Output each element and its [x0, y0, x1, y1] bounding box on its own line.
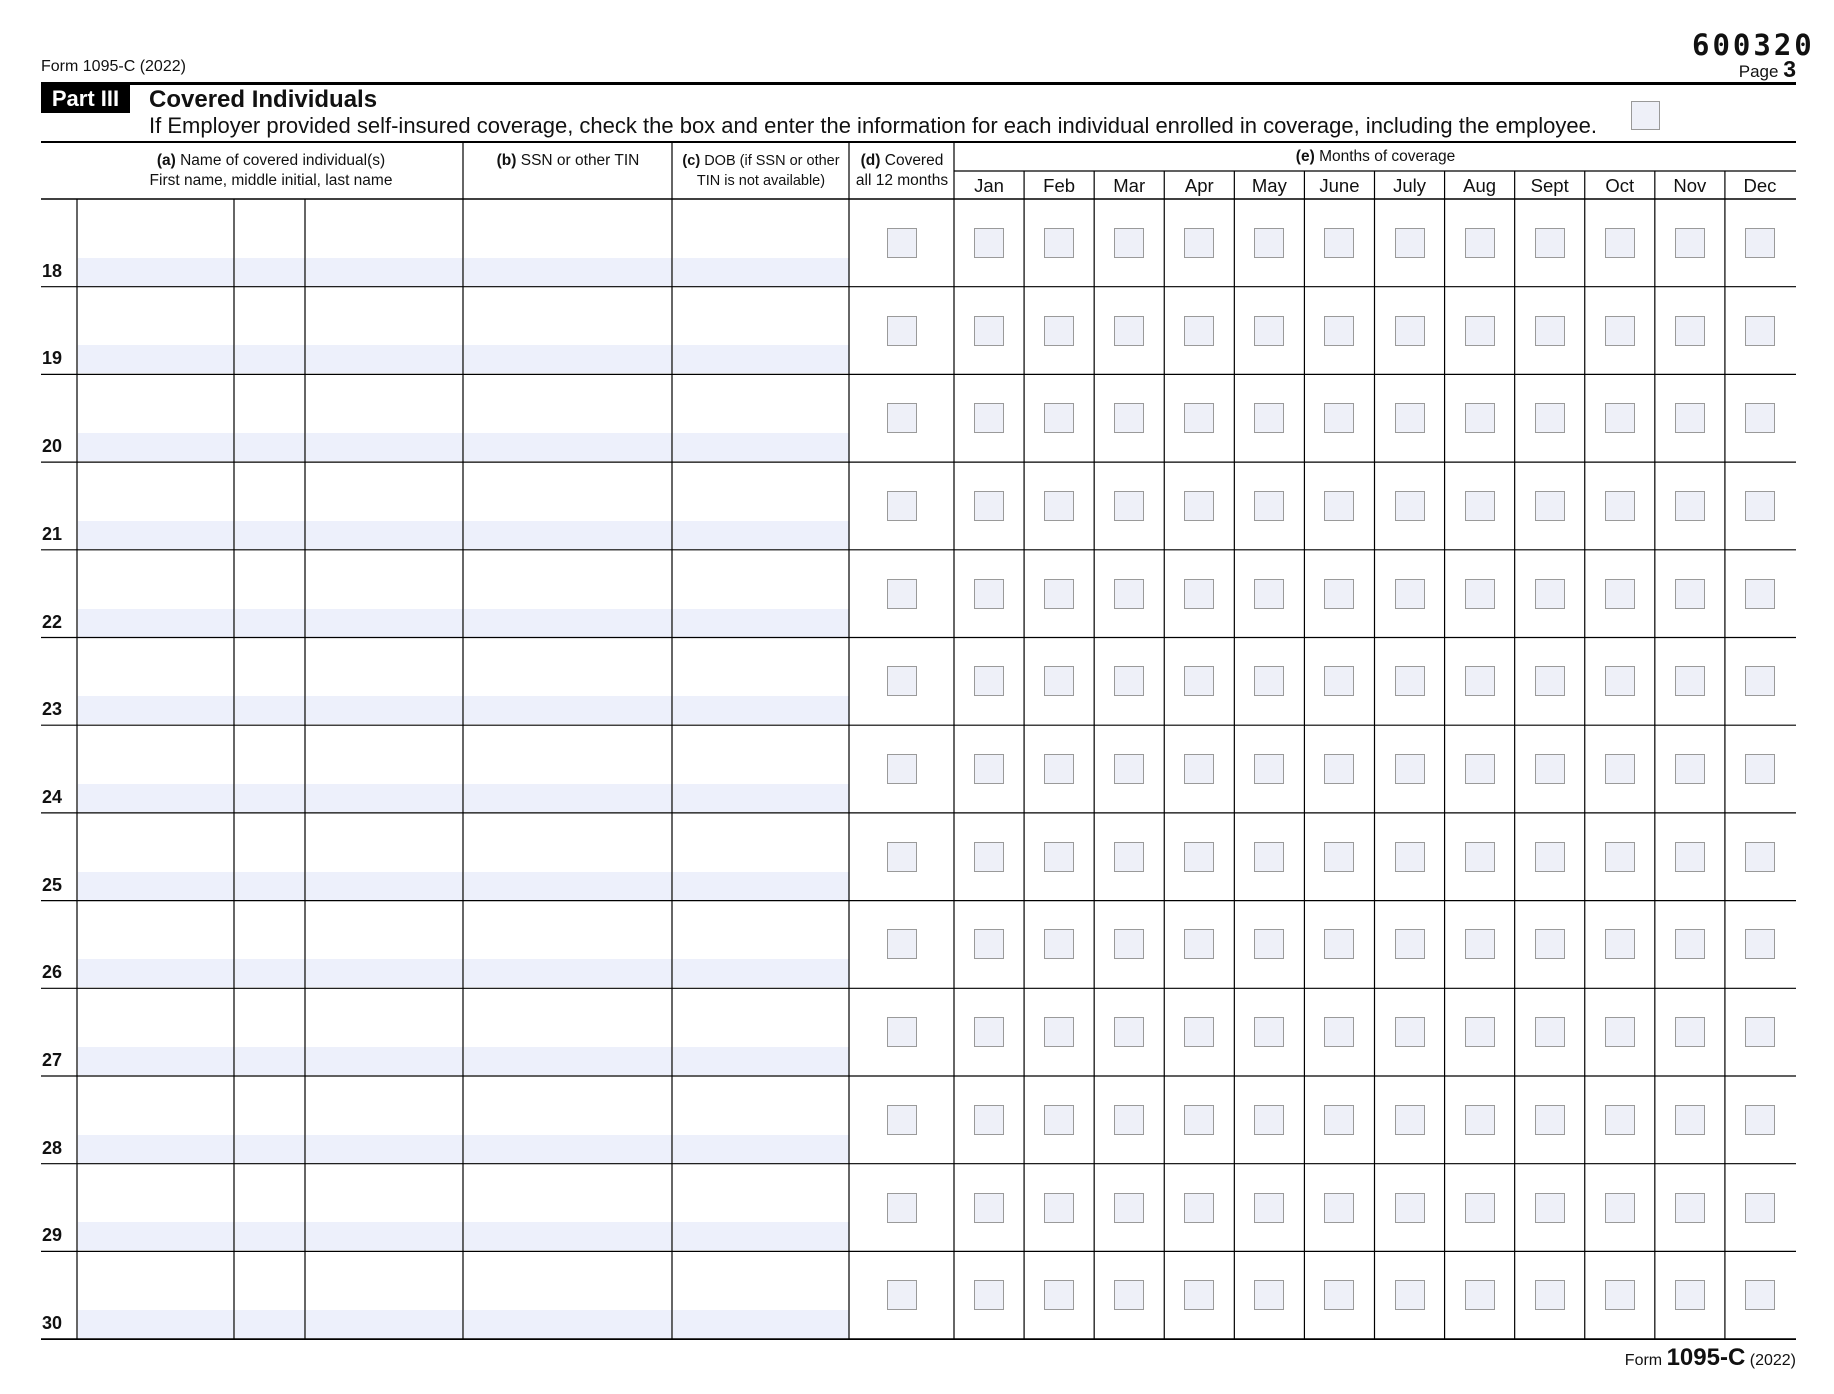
form-id: Form 1095-C (2022): [41, 58, 186, 75]
footer-year: (2022): [1749, 1352, 1796, 1369]
month-header-jan: Jan: [974, 175, 1004, 196]
row-number: 24: [42, 786, 63, 807]
row-number: 18: [42, 260, 63, 281]
month-header-june: June: [1319, 175, 1360, 196]
column-e-letter: (e): [1295, 148, 1315, 165]
page-text: Page: [1738, 62, 1779, 81]
column-b-letter: (b): [496, 152, 517, 169]
footer-form-word: Form: [1624, 1352, 1663, 1369]
column-c-text: DOB (if SSN or other: [704, 153, 840, 169]
row-number: 29: [42, 1225, 63, 1246]
row-number: 30: [42, 1313, 63, 1334]
column-c-subtext: TIN is not available): [696, 173, 826, 189]
column-e-text: Months of coverage: [1319, 148, 1456, 165]
page-number: 3: [1783, 56, 1796, 82]
column-a-letter: (a): [156, 152, 176, 169]
row-number: 28: [42, 1137, 63, 1158]
column-b-text: SSN or other TIN: [520, 152, 640, 169]
row-number: 20: [42, 436, 63, 457]
row-number: 19: [42, 348, 63, 369]
month-header-sept: Sept: [1530, 175, 1569, 196]
footer-form-label: [1625, 1344, 1796, 1372]
month-header-apr: Apr: [1184, 175, 1214, 196]
month-header-feb: Feb: [1043, 175, 1076, 196]
month-header-oct: Oct: [1605, 175, 1635, 196]
month-header-july: July: [1393, 175, 1426, 196]
part-instruction: If Employer provided self-insured coverage, check the box and enter the information for each individual enrolled in coverage, including the employee.: [149, 113, 1597, 138]
row-number: 23: [42, 699, 63, 720]
row-number: 26: [42, 962, 63, 983]
column-a-subtext: First name, middle initial, last name: [149, 172, 393, 189]
month-header-nov: Nov: [1673, 175, 1707, 196]
row-number: 27: [42, 1050, 63, 1070]
footer-form-number: 1095-C: [1666, 1344, 1746, 1371]
row-number: 21: [42, 523, 63, 544]
form-code: 600320: [1692, 28, 1815, 62]
row-number: 25: [42, 874, 63, 895]
month-header-mar: Mar: [1113, 175, 1146, 196]
column-d-text: Covered: [884, 152, 944, 169]
row-number: 22: [42, 611, 63, 632]
column-a-text: Name of covered individual(s): [180, 152, 386, 169]
column-c-letter: (c): [682, 153, 701, 169]
month-header-may: May: [1251, 175, 1287, 196]
column-d-letter: (d): [860, 152, 881, 169]
part-title: Covered Individuals: [149, 86, 378, 113]
month-header-dec: Dec: [1743, 175, 1777, 196]
month-header-aug: Aug: [1463, 175, 1497, 196]
column-d-subtext: all 12 months: [855, 172, 949, 189]
part-badge: Part III: [41, 85, 130, 113]
